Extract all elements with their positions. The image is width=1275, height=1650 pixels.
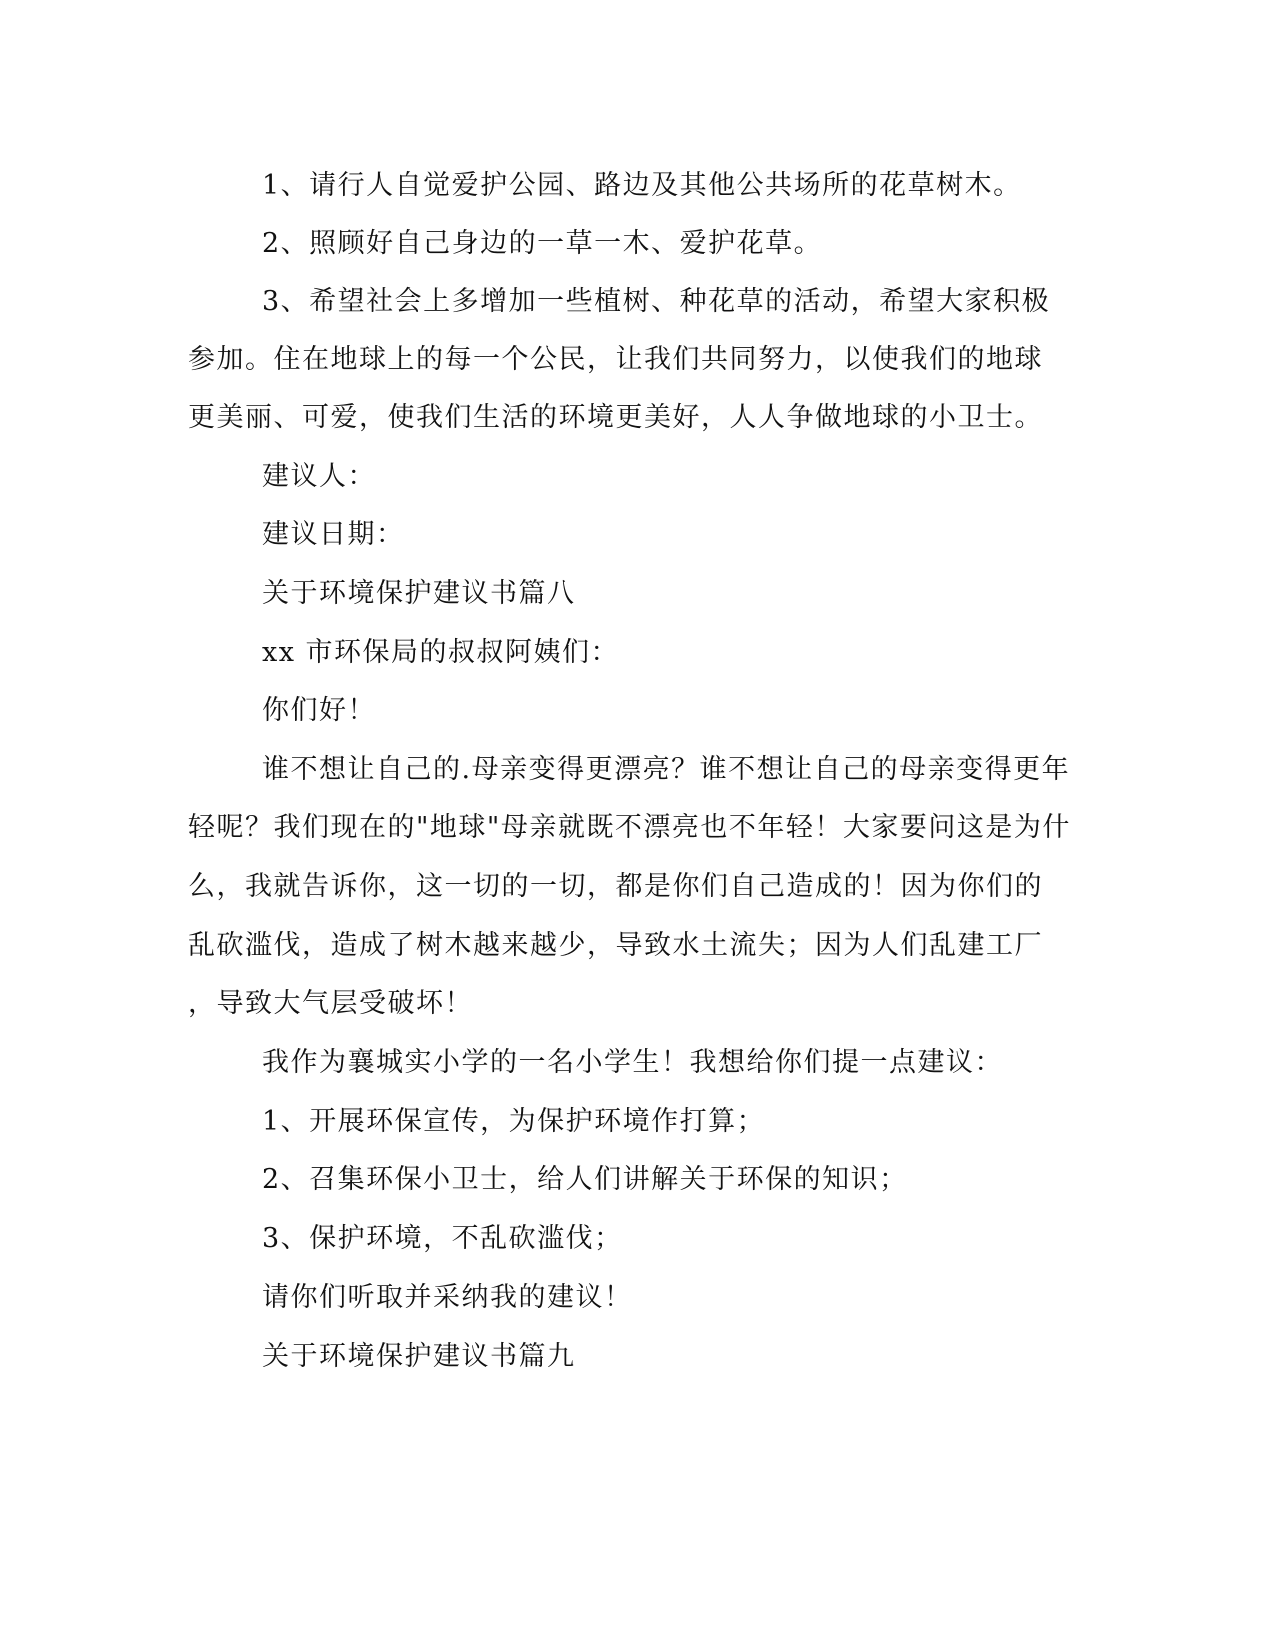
list-item-3: 3、希望社会上多增加一些植树、种花草的活动，希望大家积极 bbox=[262, 286, 1051, 317]
section-heading-9: 关于环境保护建议书篇九 bbox=[262, 1341, 576, 1372]
salutation: xx 市环保局的叔叔阿姨们： bbox=[262, 637, 620, 668]
paragraph-line: 轻呢？我们现在的"地球"母亲就既不漂亮也不年轻！大家要问这是为什 bbox=[188, 812, 1071, 843]
paragraph-line: 谁不想让自己的.母亲变得更漂亮？谁不想让自己的母亲变得更年 bbox=[262, 754, 1071, 785]
paragraph-line: 么，我就告诉你，这一切的一切，都是你们自己造成的！因为你们的 bbox=[188, 871, 1043, 902]
greeting: 你们好！ bbox=[262, 695, 376, 726]
list-item-2: 2、照顾好自己身边的一草一木、爱护花草。 bbox=[262, 228, 823, 259]
paragraph-line: 乱砍滥伐，造成了树木越来越少，导致水土流失；因为人们乱建工厂 bbox=[188, 930, 1043, 961]
list-item-2: 2、召集环保小卫士，给人们讲解关于环保的知识； bbox=[262, 1164, 908, 1195]
proposal-date-label: 建议日期： bbox=[262, 519, 405, 550]
proposer-label: 建议人： bbox=[262, 461, 376, 492]
list-item-3: 3、保护环境，不乱砍滥伐； bbox=[262, 1223, 623, 1254]
paragraph-line: 参加。住在地球上的每一个公民，让我们共同努力，以使我们的地球 bbox=[188, 344, 1043, 375]
list-item-1: 1、开展环保宣传，为保护环境作打算； bbox=[262, 1106, 766, 1137]
section-heading-8: 关于环境保护建议书篇八 bbox=[262, 578, 576, 609]
paragraph-line: 更美丽、可爱，使我们生活的环境更美好，人人争做地球的小卫士。 bbox=[188, 402, 1043, 433]
paragraph-line: ，导致大气层受破坏！ bbox=[188, 988, 473, 1019]
paragraph-line: 我作为襄城实小学的一名小学生！我想给你们提一点建议： bbox=[262, 1047, 1003, 1078]
closing-line: 请你们听取并采纳我的建议！ bbox=[262, 1282, 633, 1313]
list-item-1: 1、请行人自觉爱护公园、路边及其他公共场所的花草树木。 bbox=[262, 170, 1022, 201]
